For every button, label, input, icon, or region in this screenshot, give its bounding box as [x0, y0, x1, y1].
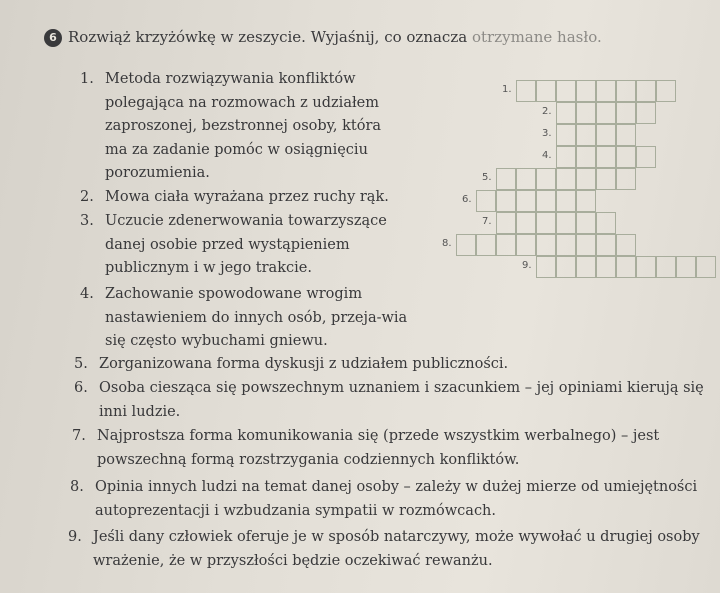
crossword-cell: [616, 168, 636, 190]
crossword-cell: [576, 190, 596, 212]
crossword-row-number: 3.: [542, 128, 552, 139]
crossword-cell: [556, 146, 576, 168]
crossword-cell: [576, 234, 596, 256]
crossword-cell: [556, 212, 576, 234]
crossword-row-number: 6.: [462, 194, 472, 205]
clue-number: 6.: [74, 380, 88, 396]
crossword-cell: [596, 146, 616, 168]
crossword-cell: [516, 80, 536, 102]
crossword-cell: [616, 80, 636, 102]
crossword-cell: [656, 256, 676, 278]
exercise-title-faded: otrzymane hasło.: [471, 28, 602, 46]
crossword-cell: [636, 80, 656, 102]
crossword-cell: [556, 168, 576, 190]
crossword-cell: [576, 168, 596, 190]
crossword-row-number: 7.: [482, 216, 492, 227]
crossword-cell: [556, 124, 576, 146]
crossword-cell: [676, 256, 696, 278]
crossword-cell: [516, 234, 536, 256]
crossword-cell: [536, 212, 556, 234]
crossword-cell: [516, 212, 536, 234]
crossword-cell: [536, 190, 556, 212]
clue-text: Osoba ciesząca się powszechnym uznaniem i szacunkiem – jej opiniami kierują się inni ludzie.: [99, 380, 704, 420]
clue-number: 2.: [80, 189, 94, 205]
exercise-title: Rozwiąż krzyżówkę w zeszycie. Wyjaśnij, co oznacza: [68, 28, 468, 46]
clue-text: Uczucie zdenerwowania towarzyszące danej osobie przed wystąpieniem publicznym i w jego trakcie.: [105, 213, 387, 276]
crossword-cell: [576, 124, 596, 146]
clue-number: 7.: [72, 428, 86, 444]
crossword-cell: [656, 80, 676, 102]
clue-text: Zorganizowana forma dyskusji z udziałem publiczności.: [99, 356, 509, 372]
crossword-grid: [420, 80, 710, 280]
clue-8: [70, 476, 710, 523]
crossword-cell: [536, 80, 556, 102]
crossword-cell: [616, 256, 636, 278]
clue-text: Zachowanie spowodowane wrogim nastawieniem do innych osób, przeja-wia się często wybuchami gniewu.: [105, 286, 408, 349]
clue-text: Najprostsza forma komunikowania się (przede wszystkim werbalnego) – jest powszechną formą rozstrzygania codziennych konfliktów.: [97, 428, 660, 468]
crossword-cell: [576, 80, 596, 102]
crossword-cell: [476, 190, 496, 212]
exercise-header: [44, 28, 602, 47]
crossword-row-number: 1.: [502, 84, 512, 95]
crossword-cell: [576, 102, 596, 124]
clue-number: 4.: [80, 286, 94, 302]
crossword-cell: [616, 146, 636, 168]
crossword-cell: [456, 234, 476, 256]
clue-text: Mowa ciała wyrażana przez ruchy rąk.: [105, 189, 389, 205]
crossword-cell: [636, 102, 656, 124]
clue-1: [80, 68, 405, 186]
crossword-cell: [576, 256, 596, 278]
crossword-cell: [576, 146, 596, 168]
clue-text: Opinia innych ludzi na temat danej osoby – zależy w dużej mierze od umiejętności autoprezentacji i wzbudzania sympatii w rozmówcach.: [95, 479, 698, 519]
crossword-cell: [536, 168, 556, 190]
crossword-cell: [616, 102, 636, 124]
crossword-cell: [616, 234, 636, 256]
clue-6: [74, 377, 704, 424]
crossword-row-number: 2.: [542, 106, 552, 117]
crossword-cell: [516, 168, 536, 190]
crossword-cell: [536, 256, 556, 278]
crossword-cell: [556, 256, 576, 278]
crossword-cell: [556, 190, 576, 212]
clue-number: 9.: [68, 529, 82, 545]
clue-number: 3.: [80, 213, 94, 229]
clue-9: [68, 526, 708, 573]
exercise-number-badge: 6: [44, 29, 62, 47]
crossword-cell: [616, 124, 636, 146]
crossword-cell: [536, 234, 556, 256]
crossword-cell: [596, 102, 616, 124]
crossword-cell: [496, 168, 516, 190]
clue-number: 5.: [74, 356, 88, 372]
crossword-cell: [596, 234, 616, 256]
crossword-cell: [496, 212, 516, 234]
crossword-row-number: 4.: [542, 150, 552, 161]
clue-number: 1.: [80, 71, 94, 87]
crossword-cell: [556, 102, 576, 124]
crossword-cell: [576, 212, 596, 234]
crossword-row-number: 9.: [522, 260, 532, 271]
clue-7: [72, 425, 707, 472]
crossword-cell: [596, 124, 616, 146]
crossword-cell: [636, 256, 656, 278]
crossword-cell: [596, 80, 616, 102]
crossword-cell: [496, 234, 516, 256]
clue-3: [80, 210, 405, 281]
crossword-cell: [556, 80, 576, 102]
clue-number: 8.: [70, 479, 84, 495]
crossword-row-number: 5.: [482, 172, 492, 183]
clue-text: Jeśli dany człowiek oferuje je w sposób natarczywy, może wywołać u drugiej osoby wrażenie, że w przyszłości będzie oczekiwać rewanżu.: [93, 529, 700, 569]
crossword-cell: [496, 190, 516, 212]
crossword-cell: [596, 256, 616, 278]
crossword-cell: [696, 256, 716, 278]
crossword-cell: [636, 146, 656, 168]
clue-5: [74, 353, 704, 377]
crossword-cell: [596, 212, 616, 234]
clue-4: [80, 283, 410, 354]
crossword-row-number: 8.: [442, 238, 452, 249]
crossword-cell: [516, 190, 536, 212]
crossword-cell: [596, 168, 616, 190]
crossword-cell: [556, 234, 576, 256]
clue-text: Metoda rozwiązywania konfliktów polegająca na rozmowach z udziałem zaproszonej, bezstronnej osoby, która ma za zadanie pomóc w osiągnięciu porozumienia.: [105, 71, 382, 181]
crossword-cell: [476, 234, 496, 256]
clue-2: [80, 186, 405, 210]
